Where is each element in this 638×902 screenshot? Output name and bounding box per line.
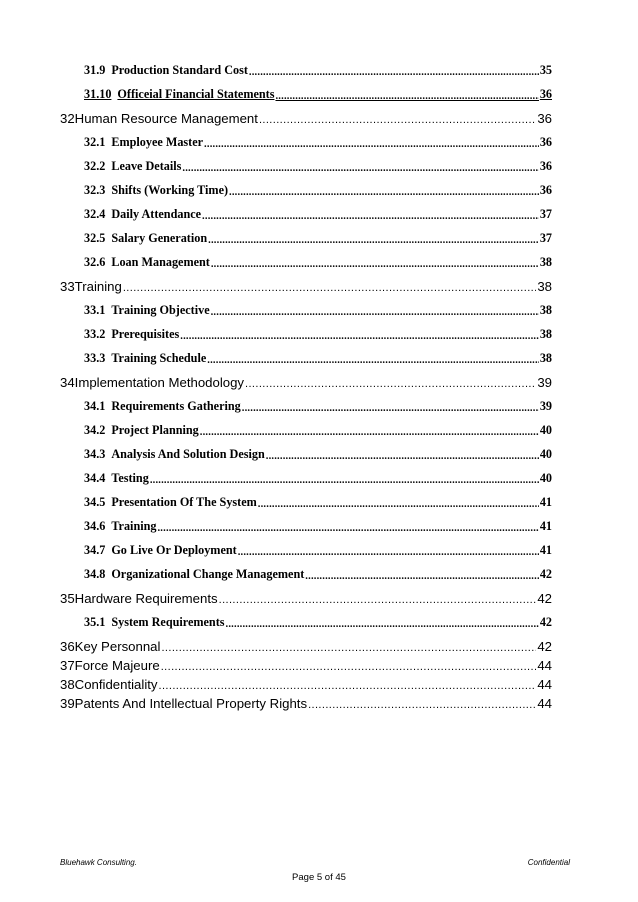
toc-entry-title: Employee Master [111,135,204,149]
toc-entry-number: 33.2 [84,327,106,341]
toc-entry-page: 41 [539,495,552,509]
toc-entry[interactable] [60,250,552,270]
toc-entry[interactable] [60,130,552,150]
toc-entry-number: 31.9 [84,63,106,77]
toc-entry[interactable] [60,562,552,582]
toc-entry-page: 38 [539,303,552,317]
toc-entry-number: 34.6 [84,519,106,533]
toc-entry-title: Loan Management [111,255,210,269]
toc-dot-leader [226,619,539,630]
toc-entry-number: 34.2 [84,423,106,437]
footer-company: Bluehawk Consulting. [60,858,137,867]
toc-entry-title: Human Resource Management [74,111,258,126]
page-number: Page 5 of 45 [292,872,346,883]
toc-entry-title: System Requirements [111,615,225,629]
toc-entry-title: Officeial Financial Statements [117,87,275,101]
toc-entry[interactable] [60,418,552,438]
toc-entry-number: 36 [60,639,75,654]
toc-entry-title: Salary Generation [111,231,208,245]
toc-entry-page: 36 [539,135,552,149]
toc-entry-number: 34.5 [84,495,106,509]
toc-entry[interactable] [60,634,552,654]
toc-dot-leader [258,499,539,510]
toc-dot-leader [123,282,537,294]
toc-entry-number: 33.1 [84,303,106,317]
toc-entry[interactable] [60,202,552,222]
toc-entry-page: 37 [539,207,552,221]
toc-entry-title: Confidentiality [74,677,158,692]
footer-confidential: Confidential [527,858,570,867]
toc-dot-leader [275,91,538,102]
toc-entry-page: 36 [539,183,552,197]
toc-dot-leader [229,187,539,198]
toc-entry[interactable] [60,691,552,711]
toc-entry[interactable] [60,274,552,294]
toc-entry[interactable] [60,514,552,534]
toc-entry-number: 32 [60,111,75,126]
toc-entry-number: 34.3 [84,447,106,461]
toc-entry[interactable] [60,466,552,486]
toc-entry[interactable] [60,154,552,174]
toc-dot-leader [249,67,539,78]
toc-entry-page: 44 [537,677,552,692]
toc-entry-title: Training Schedule [111,351,207,365]
toc-dot-leader [204,139,539,150]
toc-entry[interactable] [60,346,552,366]
toc-entry-title: Project Planning [111,423,199,437]
toc-dot-leader [308,699,536,711]
toc-dot-leader [242,403,539,414]
toc-entry-number: 32.3 [84,183,106,197]
toc-entry[interactable] [60,58,552,78]
toc-entry-title: Prerequisites [111,327,180,341]
toc-entry-page: 44 [537,658,552,673]
toc-entry-page: 36 [537,111,552,126]
toc-entry-number: 34 [60,375,75,390]
toc-entry-title: Requirements Gathering [111,399,241,413]
toc-entry[interactable] [60,370,552,390]
toc-entry[interactable] [60,322,552,342]
toc-entry-number: 32.6 [84,255,106,269]
toc-entry-number: 38 [60,677,75,692]
toc-entry-number: 32.5 [84,231,106,245]
toc-entry[interactable] [60,226,552,246]
toc-entry-number: 31.10 [84,87,112,101]
toc-entry-number: 37 [60,658,75,673]
toc-entry-title: Daily Attendance [111,207,202,221]
toc-entry[interactable] [60,442,552,462]
toc-entry[interactable] [60,672,552,692]
toc-dot-leader [157,523,538,534]
toc-entry-page: 42 [539,615,552,629]
toc-entry[interactable] [60,394,552,414]
toc-entry[interactable] [60,490,552,510]
toc-dot-leader [305,571,539,582]
toc-dot-leader [182,163,538,174]
toc-entry-number: 33 [60,279,75,294]
toc-dot-leader [200,427,539,438]
toc-entry-title: Testing [111,471,149,485]
toc-entry-page: 41 [539,543,552,557]
toc-dot-leader [208,235,539,246]
toc-dot-leader [266,451,539,462]
toc-entry-number: 32.1 [84,135,106,149]
toc-entry-number: 34.7 [84,543,106,557]
toc-entry[interactable] [60,178,552,198]
toc-entry-page: 36 [539,159,552,173]
toc-entry-page: 38 [539,327,552,341]
toc-dot-leader [238,547,539,558]
toc-entry-title: Leave Details [111,159,182,173]
toc-entry-page: 40 [539,423,552,437]
toc-entry-title: Hardware Requirements [74,591,218,606]
toc-entry-page: 35 [539,63,552,77]
toc-entry-title: Organizational Change Management [111,567,305,581]
toc-entry-page: 38 [539,255,552,269]
toc-entry-page: 39 [537,375,552,390]
toc-entry-page: 41 [539,519,552,533]
toc-dot-leader [245,378,536,390]
toc-entry-number: 39 [60,696,75,711]
toc-dot-leader [211,259,539,270]
toc-entry-number: 34.4 [84,471,106,485]
toc-entry-page: 38 [539,351,552,365]
toc-entry-title: Force Majeure [74,658,160,673]
toc-dot-leader [207,355,539,366]
toc-entry-page: 38 [537,279,552,294]
toc-entry-number: 35 [60,591,75,606]
toc-entry-title: Training Objective [111,303,210,317]
toc-dot-leader [219,594,537,606]
toc-entry-title: Production Standard Cost [111,63,248,77]
toc-dot-leader [150,475,539,486]
toc-dot-leader [211,307,539,318]
toc-entry[interactable] [60,610,552,630]
toc-entry-title: Key Personnal [74,639,161,654]
toc-entry-number: 33.3 [84,351,106,365]
toc-entry-title: Analysis And Solution Design [111,447,265,461]
toc-entry-page: 40 [539,471,552,485]
toc-entry[interactable] [60,298,552,318]
toc-entry-title: Implementation Methodology [74,375,245,390]
toc-entry-page: 40 [539,447,552,461]
toc-entry-page: 44 [537,696,552,711]
toc-entry-page: 36 [539,87,552,101]
toc-entry-page: 42 [537,591,552,606]
toc-entry-title: Shifts (Working Time) [111,183,229,197]
toc-entry-number: 32.2 [84,159,106,173]
toc-entry-title: Training [74,279,122,294]
toc-entry-number: 34.8 [84,567,106,581]
toc-dot-leader [202,211,539,222]
toc-entry-page: 42 [539,567,552,581]
toc-entry[interactable] [60,106,552,126]
toc-entry-page: 37 [539,231,552,245]
toc-entry-title: Go Live Or Deployment [111,543,237,557]
toc-entry-page: 39 [539,399,552,413]
toc-entry[interactable] [60,82,552,102]
toc-entry-number: 35.1 [84,615,106,629]
toc-entry[interactable] [60,653,552,673]
toc-entry[interactable] [60,538,552,558]
toc-entry-page: 42 [537,639,552,654]
toc-entry-title: Patents And Intellectual Property Rights [74,696,308,711]
toc-entry[interactable] [60,586,552,606]
toc-entry-number: 32.4 [84,207,106,221]
toc-dot-leader [259,114,536,126]
toc-entry-title: Presentation Of The System [111,495,257,509]
toc-dot-leader [180,331,539,342]
toc-entry-title: Training [111,519,157,533]
toc-entry-number: 34.1 [84,399,106,413]
